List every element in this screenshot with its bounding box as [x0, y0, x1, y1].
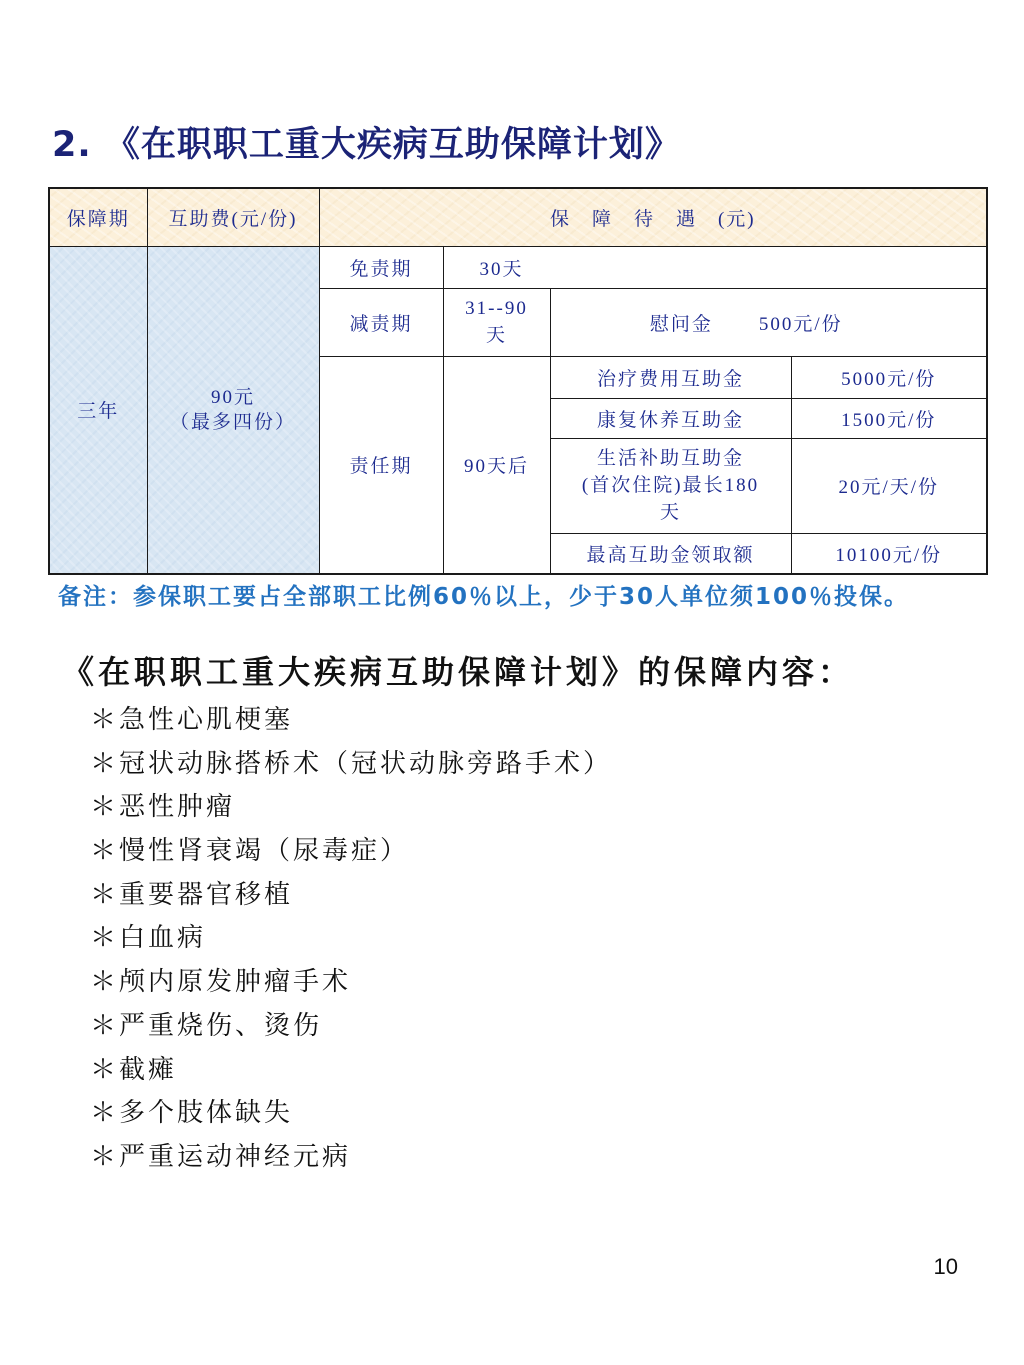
list-item: ＊慢性肾衰竭（尿毒症）: [90, 836, 410, 866]
liability-days: 90天后: [443, 356, 550, 574]
exempt-value: 30天: [443, 246, 987, 288]
liability-item-amount: 20元/天/份: [791, 438, 987, 533]
coverage-heading: 《在职职工重大疾病互助保障计划》的保障内容：: [62, 654, 855, 690]
reduced-days-line: 天: [485, 325, 507, 346]
list-item: ＊截瘫: [90, 1054, 178, 1084]
reduced-benefit-pair: [650, 309, 843, 336]
liability-item-name-line: (首次住院)最长180: [581, 475, 760, 496]
reduced-label: 减责期: [319, 288, 443, 356]
list-item: ＊白血病: [90, 923, 207, 953]
list-item: ＊重要器官移植: [90, 879, 294, 909]
list-item: ＊恶性肿瘤: [90, 792, 236, 822]
page-title: 2. 《在职职工重大疾病互助保障计划》: [52, 125, 681, 165]
list-item: ＊多个肢体缺失: [90, 1098, 294, 1128]
liability-item-name: 最高互助金领取额: [550, 533, 791, 574]
list-item: ＊严重运动神经元病: [90, 1141, 352, 1171]
list-item: ＊冠状动脉搭桥术（冠状动脉旁路手术）: [90, 748, 613, 778]
coverage-list: [90, 698, 612, 1179]
reduced-benefit-amount: 500元/份: [758, 313, 843, 335]
fee-amount: 90元: [210, 386, 255, 408]
exempt-label: 免责期: [319, 246, 443, 288]
liability-item-name: 康复休养互助金: [550, 398, 791, 438]
header-fee: 互助费(元/份): [147, 188, 319, 246]
liability-item-amount: 5000元/份: [791, 356, 987, 398]
liability-item-amount: 1500元/份: [791, 398, 987, 438]
liability-item-name: [550, 438, 791, 533]
liability-item-name-line: 天: [659, 502, 681, 523]
header-period: 保障期: [49, 188, 147, 246]
list-item: ＊急性心肌梗塞: [90, 705, 294, 734]
liability-item-name-line: 生活补助互助金: [596, 448, 744, 469]
benefit-table: [48, 187, 988, 575]
reduced-days-line: 31--90: [465, 298, 528, 319]
term-cell: 三年: [49, 246, 147, 574]
fee-limit: （最多四份）: [169, 411, 296, 433]
liability-item-amount: 10100元/份: [791, 533, 987, 574]
header-benefits: 保 障 待 遇 (元): [319, 188, 987, 246]
fee-cell: [147, 246, 319, 574]
liability-item-name: 治疗费用互助金: [550, 356, 791, 398]
page-number: 10: [933, 1254, 958, 1279]
reduced-days: [443, 288, 550, 356]
reduced-benefit-label: 慰问金: [649, 313, 713, 335]
list-item: ＊严重烧伤、烫伤: [90, 1010, 323, 1040]
table-row-exempt: [49, 246, 987, 288]
table-note: 备注：参保职工要占全部职工比例60％以上，少于30人单位须100％投保。: [58, 584, 910, 610]
table-header-row: [49, 188, 987, 246]
liability-label: 责任期: [319, 356, 443, 574]
list-item: ＊颅内原发肿瘤手术: [90, 967, 352, 997]
reduced-benefit: [550, 288, 987, 356]
